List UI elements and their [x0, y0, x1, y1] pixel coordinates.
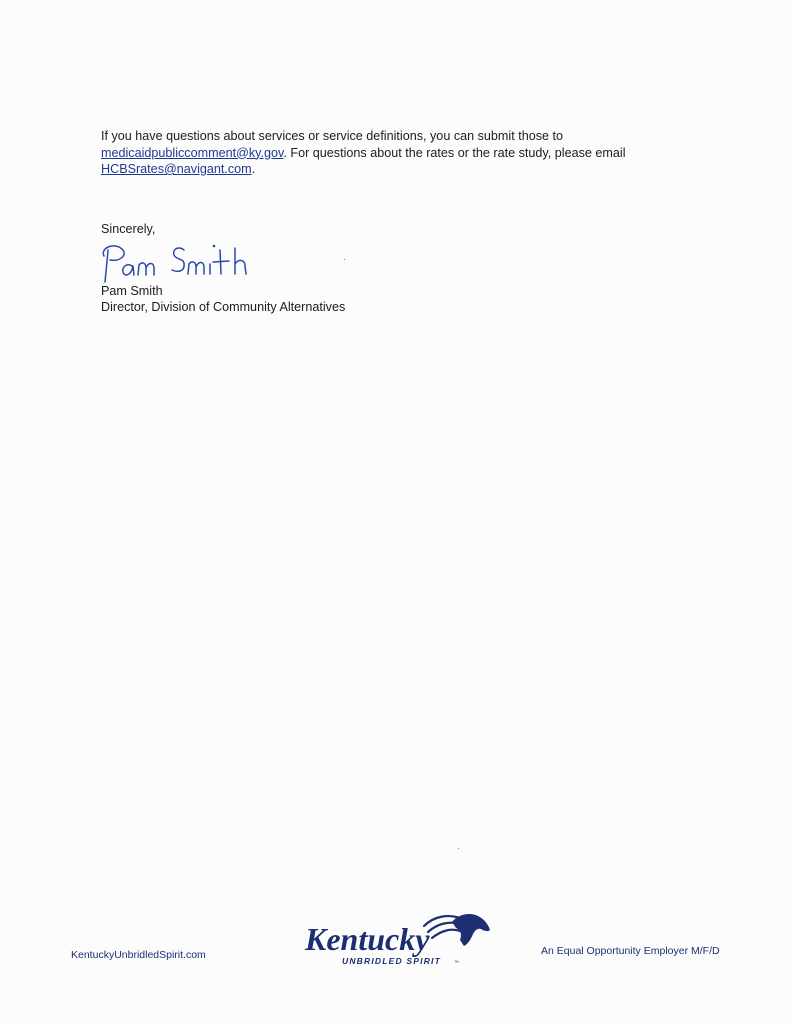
paragraph-line-1: If you have questions about services or service definitions, you can submit those to — [101, 129, 564, 143]
hcbs-rates-email-link[interactable]: HCBSrates@navigant.com — [101, 162, 252, 176]
signer-name: Pam Smith — [101, 284, 163, 298]
paragraph-end-text: . — [251, 162, 256, 176]
logo-wordmark: Kentucky — [305, 921, 430, 957]
contact-paragraph — [101, 128, 701, 178]
handwritten-signature — [92, 236, 278, 286]
logo-trademark: ™ — [454, 960, 459, 966]
medicaid-public-comment-email-link[interactable]: medicaidpubliccomment@ky.gov — [101, 145, 284, 160]
logo-tagline: UNBRIDLED SPIRIT — [342, 956, 442, 966]
horse-head-icon — [424, 914, 490, 946]
scan-speck — [458, 848, 459, 849]
scan-speck — [344, 259, 345, 260]
footer-equal-opportunity: An Equal Opportunity Employer M/F/D — [541, 945, 720, 957]
signer-block — [101, 284, 345, 315]
kentucky-unbridled-spirit-logo — [302, 906, 494, 970]
footer-website: KentuckyUnbridledSpirit.com — [71, 949, 206, 961]
signer-title: Director, Division of Community Alternatives — [101, 299, 346, 314]
closing-salutation: Sincerely, — [101, 222, 156, 236]
paragraph-middle-text: . For questions about the rates or the rate study, please email — [283, 145, 626, 160]
